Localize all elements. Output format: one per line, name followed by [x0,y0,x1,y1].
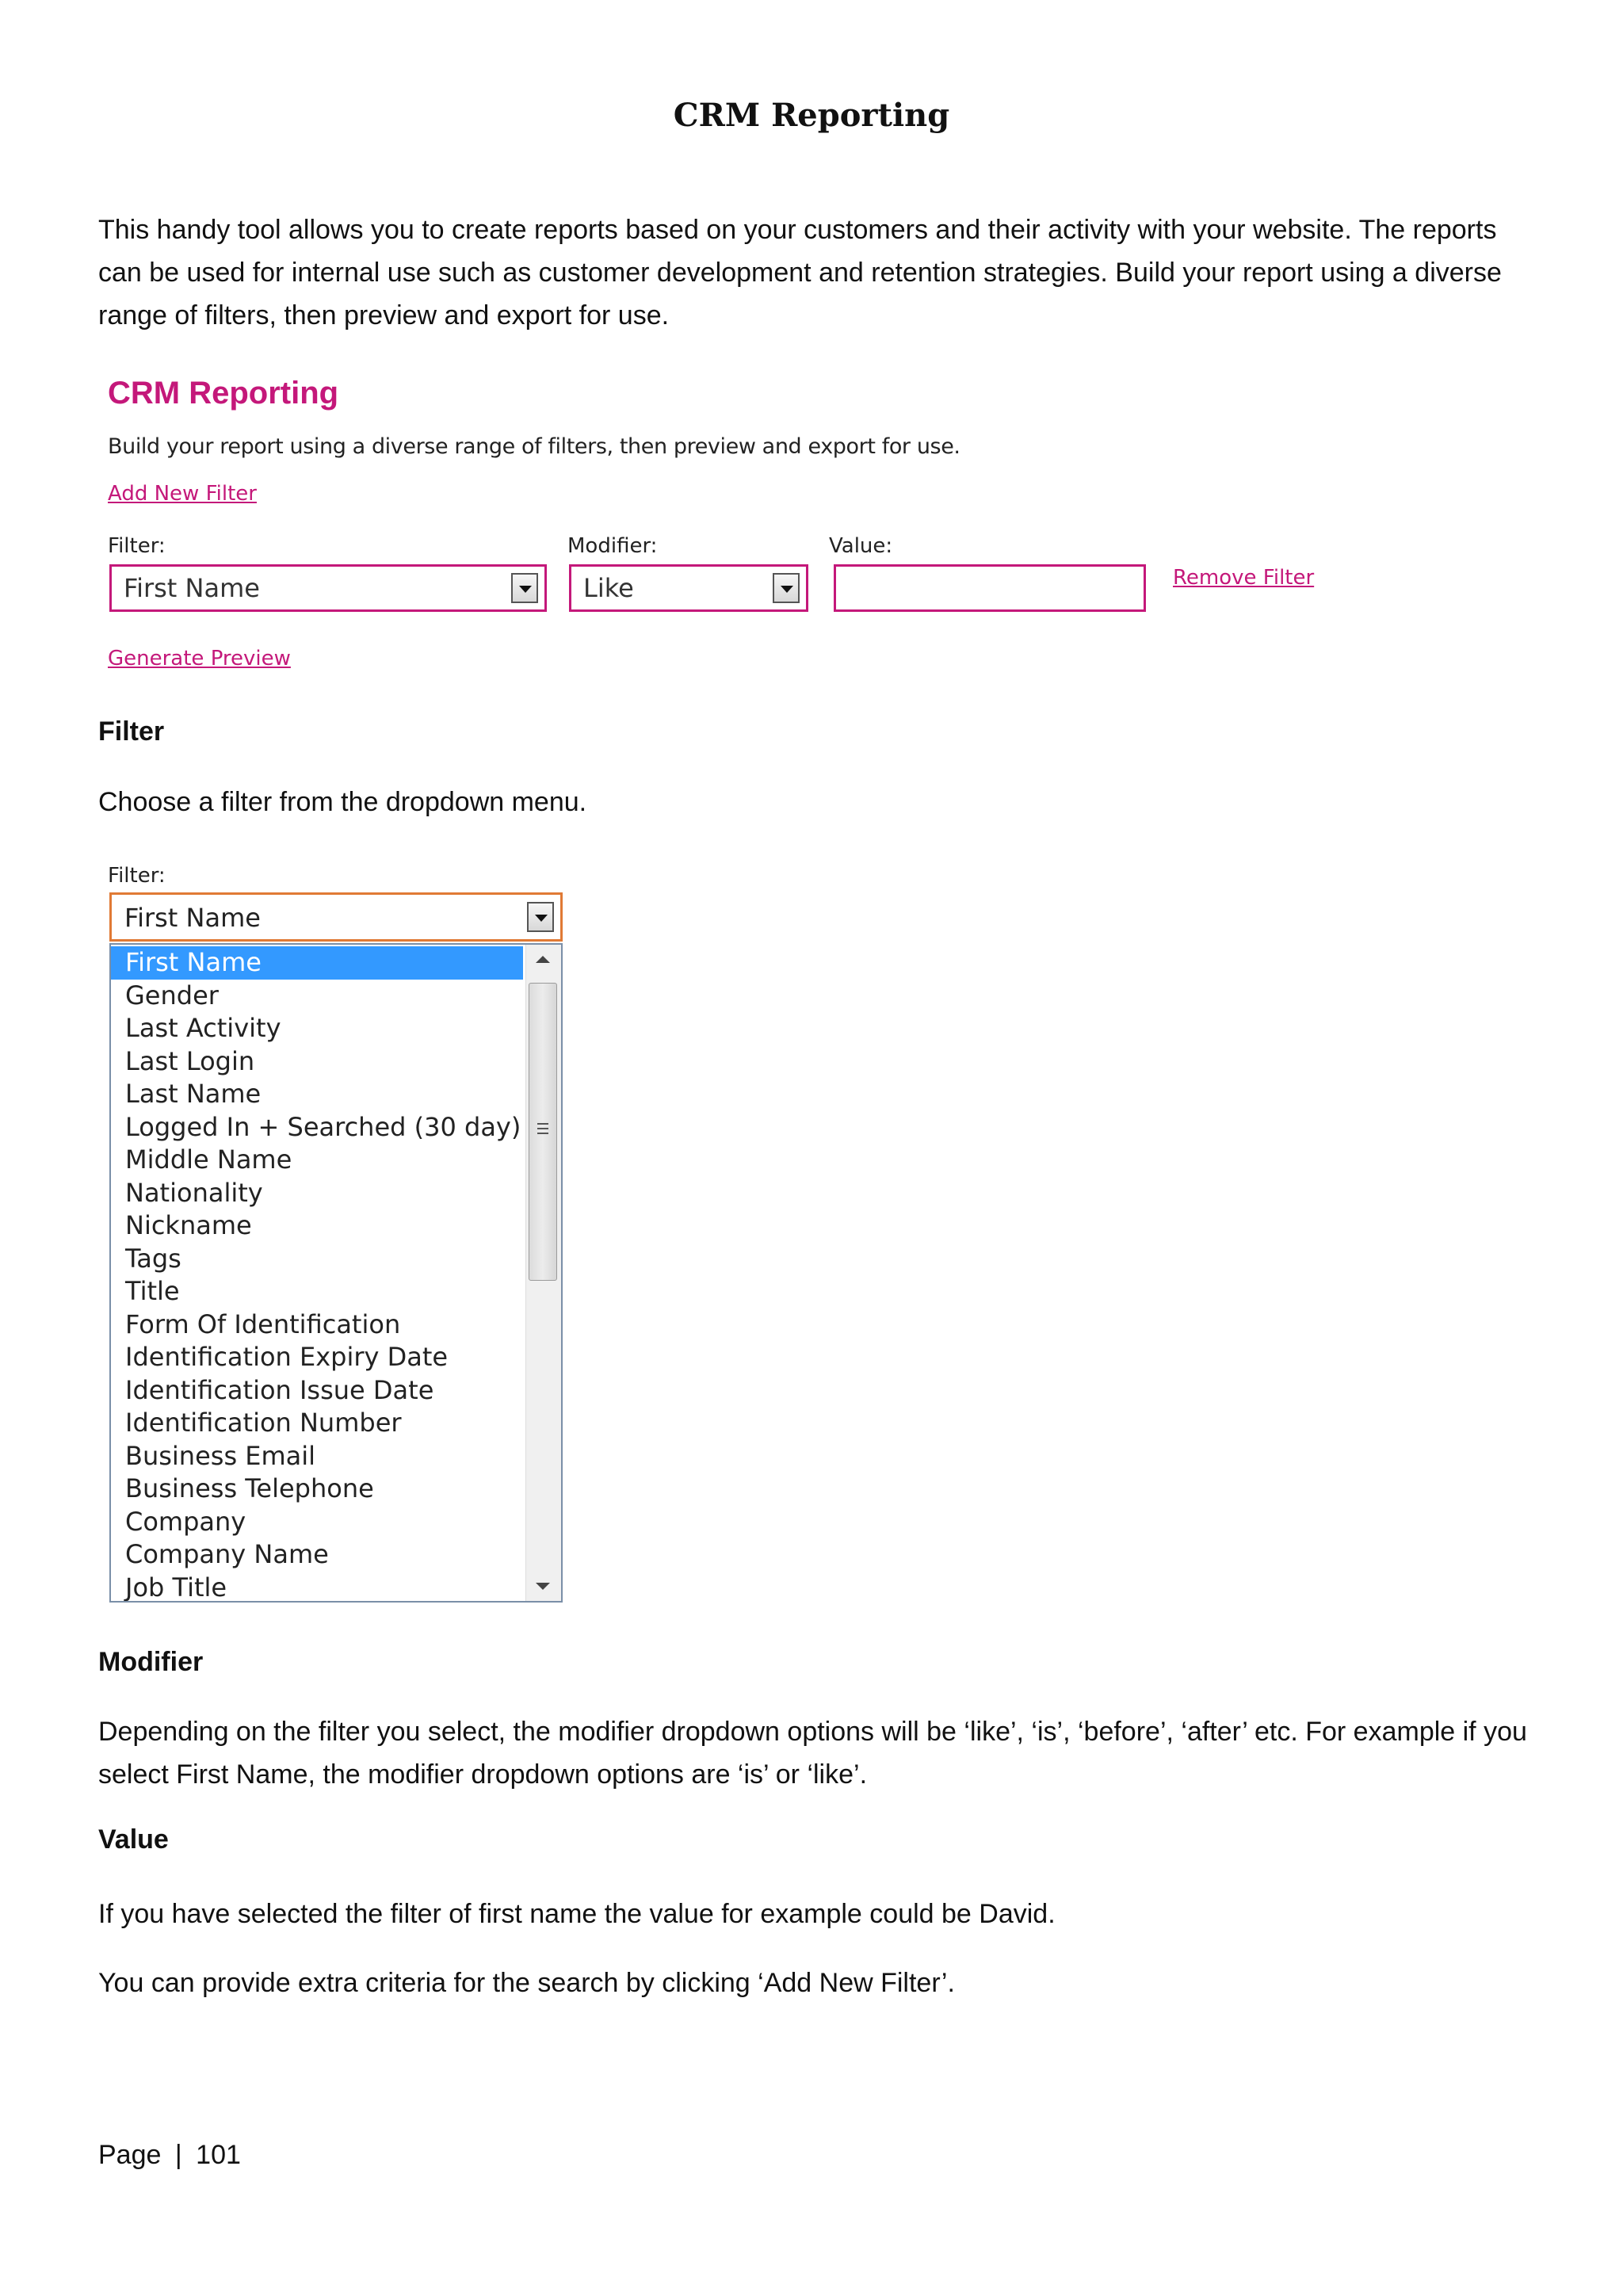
chevron-down-icon[interactable] [511,573,538,603]
modifier-paragraph: Depending on the filter you select, the modifier dropdown options will be ‘like’, ‘is’, ‘before’, ‘after’ etc. For example if you select First Name, the modifier dropdown options are ‘is’ or ‘like’. [98,1717,1527,1790]
scroll-up-icon[interactable] [536,956,550,963]
value-paragraph: If you have selected the filter of first name the value for example could be David. [98,1899,1056,1929]
intro-paragraph: This handy tool allows you to create reports based on your customers and their activity with your website. The reports can be used for internal use such as customer development and retention strategies. Build your report using a diverse range of filters, then preview and export for use. [98,215,1502,330]
value-paragraph-2: You can provide extra criteria for the search by clicking ‘Add New Filter’. [98,1968,955,1998]
filter-heading: Filter [98,716,165,747]
dropdown-filter-label: Filter: [108,864,166,888]
remove-filter-link[interactable]: Remove Filter [1173,566,1315,590]
filter-option[interactable]: Company Name [125,1539,329,1569]
modifier-select[interactable] [569,564,808,612]
filter-option[interactable]: Nickname [125,1210,252,1240]
modifier-select-value: Like [583,573,634,603]
filter-option[interactable]: Identification Expiry Date [125,1342,449,1372]
filter-select-open[interactable] [109,892,563,942]
filter-option[interactable]: Form Of Identification [125,1308,401,1339]
value-label: Value: [829,534,893,558]
chevron-down-icon[interactable] [527,902,554,932]
filter-option[interactable]: Last Login [125,1045,255,1076]
document-title: CRM Reporting [673,97,950,134]
filter-option[interactable]: Identification Issue Date [125,1374,434,1405]
filter-select-value: First Name [124,903,261,933]
filter-option[interactable]: Identification Number [125,1408,402,1438]
add-new-filter-link[interactable]: Add New Filter [108,482,257,506]
value-input[interactable] [834,564,1146,612]
filter-option[interactable]: Middle Name [125,1144,292,1175]
filter-paragraph: Choose a filter from the dropdown menu. [98,787,587,817]
filter-option[interactable]: Job Title [125,1572,227,1603]
filter-option[interactable]: Logged In + Searched (30 day) [125,1111,521,1142]
modifier-label: Modifier: [567,534,658,558]
page-separator: | [174,2140,182,2170]
value-heading: Value [98,1824,169,1855]
filter-option[interactable]: Business Telephone [125,1473,374,1503]
filter-options-list[interactable] [109,943,563,1603]
filter-option[interactable]: Last Activity [125,1013,281,1043]
filter-select-value: First Name [124,573,260,603]
filter-label: Filter: [108,534,166,558]
filter-option[interactable]: Nationality [125,1177,263,1208]
filter-option[interactable]: Company [125,1506,246,1537]
page-label: Page [98,2140,162,2170]
filter-option[interactable]: Title [125,1276,180,1306]
scroll-down-icon[interactable] [536,1583,550,1590]
filter-option[interactable]: Last Name [125,1079,262,1109]
generate-preview-link[interactable]: Generate Preview [108,647,291,670]
filter-select[interactable] [109,564,547,612]
filter-option[interactable]: Tags [125,1243,181,1274]
dropdown-scrollbar[interactable] [525,945,561,1601]
filter-option[interactable]: Gender [125,980,219,1010]
page-number: 101 [196,2140,241,2170]
scrollbar-thumb[interactable] [529,983,557,1281]
page-footer [98,2140,241,2171]
crm-reporting-description: Build your report using a diverse range of filters, then preview and export for use. [108,434,960,459]
crm-reporting-heading: CRM Reporting [108,376,339,411]
chevron-down-icon[interactable] [773,573,800,603]
filter-option[interactable]: First Name [111,946,523,980]
modifier-heading: Modifier [98,1647,204,1677]
filter-option[interactable]: Business Email [125,1440,316,1471]
